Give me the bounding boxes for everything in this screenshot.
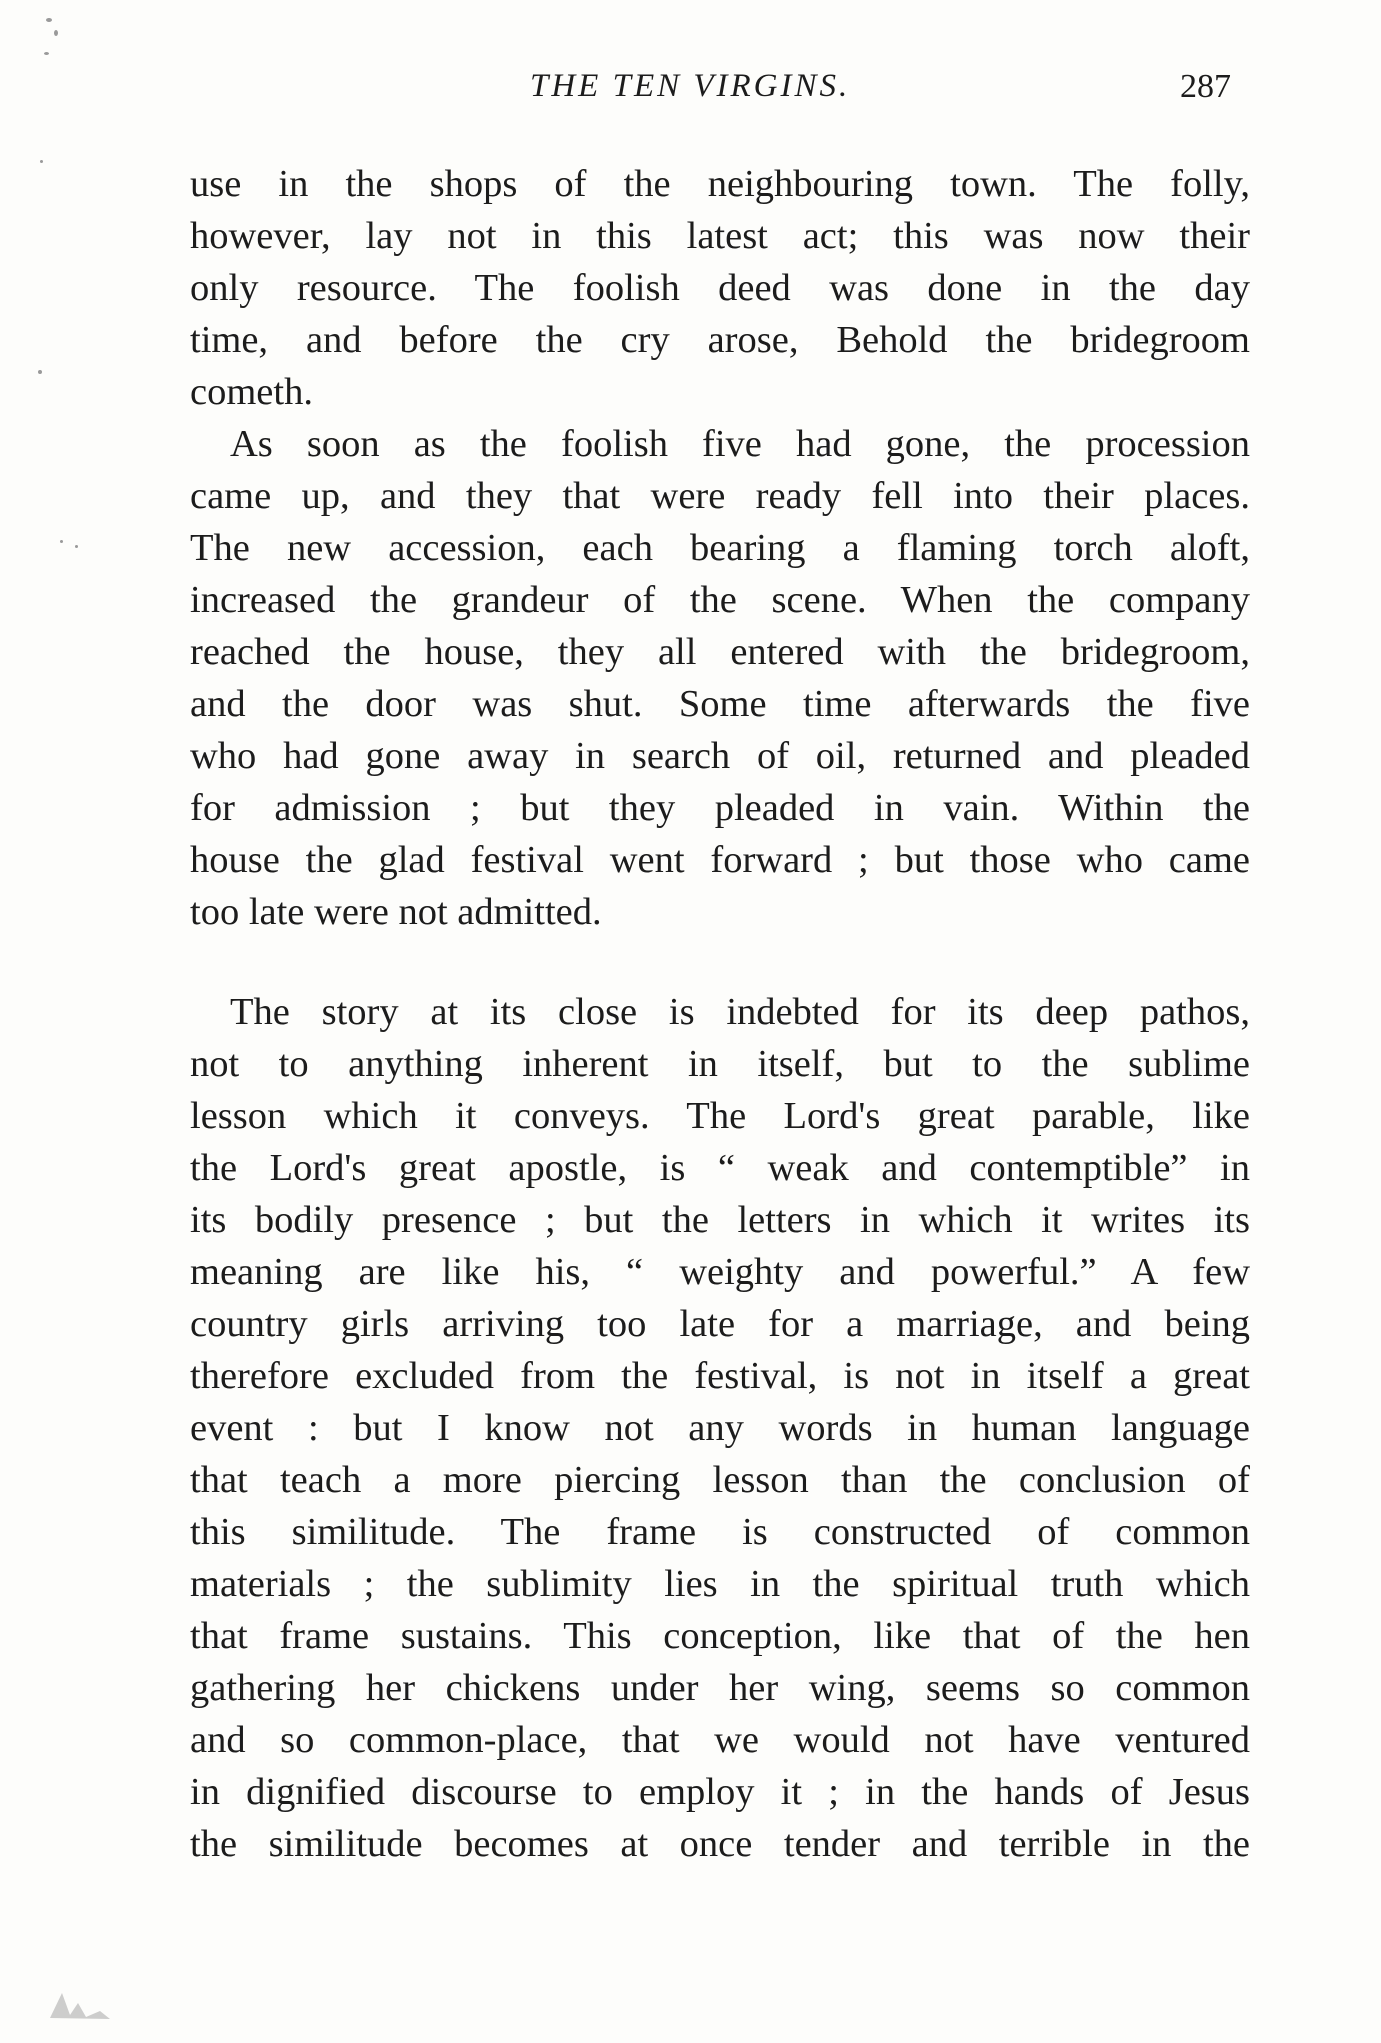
text-line: for admission ; but they pleaded in vain. Within the bbox=[190, 787, 1250, 829]
text-line: its bodily presence ; but the letters in which it writes its bbox=[190, 1199, 1250, 1241]
text-line: who had gone away in search of oil, returned and pleaded bbox=[190, 735, 1250, 777]
text-line: time, and before the cry arose, Behold the bridegroom bbox=[190, 319, 1250, 361]
scan-speck bbox=[54, 30, 58, 36]
text-line: and so common-place, that we would not have ventured bbox=[190, 1719, 1250, 1761]
text-line: came up, and they that were ready fell into their places. bbox=[190, 475, 1250, 517]
text-line: the Lord's great apostle, is “ weak and contemptible” in bbox=[190, 1147, 1250, 1189]
text-line: increased the grandeur of the scene. When the company bbox=[190, 579, 1250, 621]
scan-speck bbox=[75, 545, 78, 548]
page-number: 287 bbox=[1180, 68, 1231, 105]
running-head bbox=[0, 68, 1381, 118]
text-line: therefore excluded from the festival, is not in itself a great bbox=[190, 1355, 1250, 1397]
scan-speck bbox=[60, 540, 63, 543]
text-line: cometh. bbox=[190, 371, 313, 413]
text-line: however, lay not in this latest act; this was now their bbox=[190, 215, 1250, 257]
text-line: The new accession, each bearing a flaming torch aloft, bbox=[190, 527, 1250, 569]
scan-speck bbox=[38, 370, 42, 374]
text-line: too late were not admitted. bbox=[190, 891, 602, 933]
scan-smudge bbox=[40, 1973, 120, 2023]
text-line: gathering her chickens under her wing, seems so common bbox=[190, 1667, 1250, 1709]
text-line: materials ; the sublimity lies in the spiritual truth which bbox=[190, 1563, 1250, 1605]
text-line: meaning are like his, “ weighty and powerful.” A few bbox=[190, 1251, 1250, 1293]
text-line: only resource. The foolish deed was done in the day bbox=[190, 267, 1250, 309]
scan-speck bbox=[44, 52, 49, 55]
text-line: that frame sustains. This conception, like that of the hen bbox=[190, 1615, 1250, 1657]
text-line: this similitude. The frame is constructed of common bbox=[190, 1511, 1250, 1553]
text-line: event : but I know not any words in human language bbox=[190, 1407, 1250, 1449]
text-line: the similitude becomes at once tender and terrible in the bbox=[190, 1823, 1250, 1865]
text-line: reached the house, they all entered with the bridegroom, bbox=[190, 631, 1250, 673]
text-line: lesson which it conveys. The Lord's great parable, like bbox=[190, 1095, 1250, 1137]
scan-speck bbox=[40, 160, 43, 163]
scan-speck bbox=[46, 18, 52, 22]
text-line: in dignified discourse to employ it ; in the hands of Jesus bbox=[190, 1771, 1250, 1813]
text-line: not to anything inherent in itself, but to the sublime bbox=[190, 1043, 1250, 1085]
text-line: house the glad festival went forward ; but those who came bbox=[190, 839, 1250, 881]
text-line: country girls arriving too late for a marriage, and being bbox=[190, 1303, 1250, 1345]
text-line: and the door was shut. Some time afterwards the five bbox=[190, 683, 1250, 725]
text-line: The story at its close is indebted for its deep pathos, bbox=[230, 991, 1250, 1033]
text-line: that teach a more piercing lesson than the conclusion of bbox=[190, 1459, 1250, 1501]
text-line: use in the shops of the neighbouring town. The folly, bbox=[190, 163, 1250, 205]
running-title: THE TEN VIRGINS. bbox=[530, 68, 851, 104]
text-line: As soon as the foolish five had gone, the procession bbox=[230, 423, 1250, 465]
